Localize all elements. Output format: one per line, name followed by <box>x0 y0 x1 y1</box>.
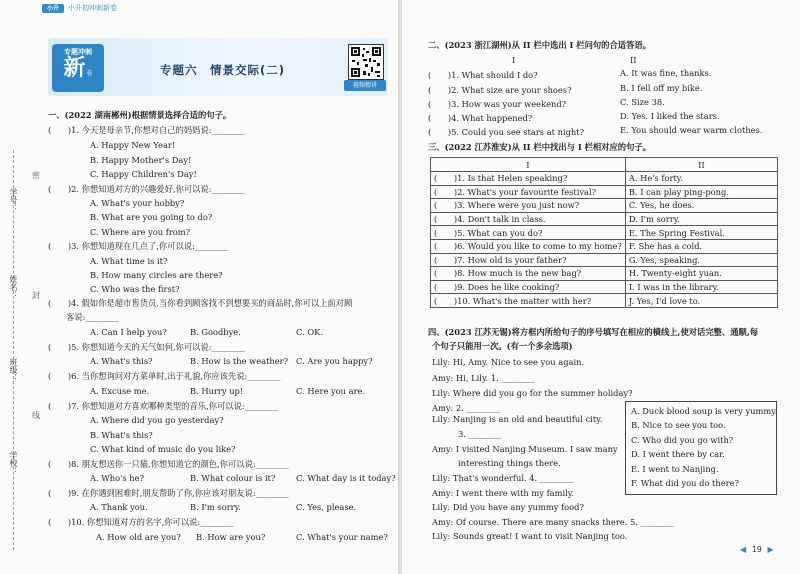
badge-small-text: 专题冲刺 <box>64 48 92 56</box>
dialogue-line: Amy: Of course. There are many snacks there. 5. ________ <box>432 517 674 527</box>
q6-option-a[interactable]: A. Excuse me. <box>90 386 150 396</box>
seal-char: 密 <box>32 171 40 180</box>
dialogue-line: Lily: Sounds great! I want to visit Nanjing too. <box>432 531 628 541</box>
qr-code-icon[interactable] <box>348 44 384 80</box>
s2-a5: E. You should wear warm clothes. <box>620 125 763 135</box>
box-option-b: B. Nice to see you too. <box>631 420 726 430</box>
q2-option-b[interactable]: B. What are you going to do? <box>90 212 213 222</box>
q1-option-a[interactable]: A. Happy New Year! <box>90 140 176 150</box>
s3-a9: I. I was in the library. <box>625 280 777 294</box>
name-label: 姓名： <box>9 275 18 299</box>
table-row <box>431 267 778 281</box>
q1-stem: ( )1. 今天是母亲节,你想对自己的妈妈说:________ <box>48 125 245 135</box>
s3-a5: E. The Spring Festival. <box>625 226 777 240</box>
s2-q3: ( )3. How was your weekend? <box>428 99 567 109</box>
s3-a2: B. I can play ping-pong. <box>625 185 777 199</box>
s3-a6: F. She has a cold. <box>625 239 777 253</box>
section3-table <box>430 157 778 308</box>
box-option-e: E. I went to Nanjing. <box>631 464 719 474</box>
s3-a8: H. Twenty-eight yuan. <box>625 267 777 281</box>
q9-option-a[interactable]: A. Thank you. <box>90 502 148 512</box>
table-row <box>431 199 778 213</box>
q10-option-c[interactable]: C. What's your name? <box>296 532 388 542</box>
q10-option-a[interactable]: A. How old are you? <box>96 532 181 542</box>
q7-stem: ( )7. 你想知道对方喜欢哪种类型的音乐,你可以说:________ <box>48 401 278 411</box>
s2-a1: A. It was fine, thanks. <box>620 68 712 78</box>
s3-q8: ( )8. How much is the new bag? <box>431 267 626 281</box>
q7-option-a[interactable]: A. Where did you go yesterday? <box>90 415 224 425</box>
table-header-row <box>431 158 778 172</box>
page-number <box>740 545 774 554</box>
q1-option-b[interactable]: B. Happy Mother's Day! <box>90 155 192 165</box>
q8-option-b[interactable]: B. What colour is it? <box>190 473 276 483</box>
q4-stem: ( )4. 假如你是超市售货员,当你看到顾客找不到想要买的商品时,你可以上前对顾 <box>48 298 353 308</box>
q7-option-b[interactable]: B. What's this? <box>90 430 153 440</box>
table-row <box>431 172 778 186</box>
section2-heading: 二、(2023 浙江湖州)从 II 栏中选出 I 栏问句的合适答语。 <box>428 40 651 50</box>
s3-a3: C. Yes, he does. <box>625 199 777 213</box>
section1-heading: 一、(2022 湖南郴州)根据情景选择合适的句子。 <box>48 110 232 120</box>
q3-option-b[interactable]: B. How many circles are there? <box>90 270 223 280</box>
section4-heading: 四、(2023 江苏无锡)将方框内所给句子的序号填写在相应的横线上,使对话完整、通顺,每 <box>428 327 759 337</box>
q9-stem: ( )9. 在你遇到困难时,朋友帮助了你,你应该对朋友说:________ <box>48 488 289 498</box>
table-row <box>431 294 778 308</box>
q8-option-a[interactable]: A. Who's he? <box>90 473 145 483</box>
page-header <box>0 0 400 14</box>
q3-stem: ( )3. 你想知道现在几点了,你可以说:________ <box>48 241 229 251</box>
s2-q4: ( )4. What happened? <box>428 113 533 123</box>
dialogue-line: interesting things there. <box>458 458 561 468</box>
s2-q1: ( )1. What should I do? <box>428 70 538 80</box>
s2-q5: ( )5. Could you see stars at night? <box>428 127 585 137</box>
q8-option-c[interactable]: C. What day is it today? <box>296 473 396 483</box>
student-id-label: 学号： <box>9 188 18 212</box>
box-option-f: F. What did you do there? <box>631 478 739 488</box>
table-row <box>431 239 778 253</box>
q5-option-c[interactable]: C. Are you happy? <box>296 356 373 366</box>
badge-sub-text: 卷 <box>86 70 93 77</box>
table-row <box>431 212 778 226</box>
section4-heading-cont: 个句子只能用一次。(有一个多余选项) <box>432 341 573 351</box>
dialogue-line: Amy: I visited Nanjing Museum. I saw many <box>432 444 618 454</box>
table-row <box>431 253 778 267</box>
q6-stem: ( )6. 当你想询问对方菜单时,出于礼貌,你应该先说:________ <box>48 371 281 381</box>
s3-q9: ( )9. Does he like cooking? <box>431 280 626 294</box>
brand-name: 小升初冲刺新卷 <box>68 4 117 12</box>
s2-a2: B. I fell off my bike. <box>620 83 703 93</box>
topic-title: 专题六 情景交际(二) <box>160 63 286 77</box>
dialogue-line: 3. ________ <box>458 429 502 439</box>
s3-q4: ( )4. Don't talk in class. <box>431 212 626 226</box>
q4-option-c[interactable]: C. OK. <box>296 327 323 337</box>
table-row <box>431 185 778 199</box>
s2-a3: C. Size 38. <box>620 97 665 107</box>
s2-a4: D. Yes. I liked the stars. <box>620 111 720 121</box>
s3-a4: D. I'm sorry. <box>625 212 777 226</box>
s3-q5: ( )5. What can you do? <box>431 226 626 240</box>
class-label: 班级： <box>9 358 18 382</box>
topic-badge <box>52 44 104 92</box>
box-option-d: D. I went there by car. <box>631 449 725 459</box>
q4-option-b[interactable]: B. Goodbye. <box>190 327 241 337</box>
s3-q1: ( )1. Is that Helen speaking? <box>431 172 626 186</box>
q5-option-a[interactable]: A. What's this? <box>90 356 153 366</box>
dialogue-line: Lily: That's wonderful. 4. ________ <box>432 473 573 483</box>
dialogue-line: Amy: I went there with my family. <box>432 488 574 498</box>
section3-heading: 三、(2022 江苏淮安)从 II 栏中找出与 I 栏相对应的句子。 <box>428 142 651 152</box>
brand-badge: 小升 <box>42 4 64 13</box>
section2-col1-label: I <box>512 55 516 65</box>
dialogue-line: Amy: 2. ________ <box>432 403 500 413</box>
section2-col2-label: II <box>630 55 637 65</box>
box-option-c: C. Who did you go with? <box>631 435 734 445</box>
dialogue-line: Lily: Did you have any yummy food? <box>432 502 584 512</box>
q6-option-c[interactable]: C. Here you are. <box>296 386 366 396</box>
table-header-col2: II <box>625 158 777 172</box>
q2-stem: ( )2. 你想知道对方的兴趣爱好,你可以说:________ <box>48 184 245 194</box>
s3-q10: ( )10. What's the matter with her? <box>431 294 626 308</box>
table-row <box>431 280 778 294</box>
dialogue-line: Lily: Hi, Amy. Nice to see you again. <box>432 357 585 367</box>
box-option-a: A. Duck blood soup is very yummy. <box>631 406 778 416</box>
qr-label: 视频精讲 <box>344 80 386 91</box>
s3-a1: A. He's forty. <box>625 172 777 186</box>
q2-option-c[interactable]: C. Where are you from? <box>90 227 191 237</box>
q7-option-c[interactable]: C. What kind of music do you like? <box>90 444 236 454</box>
dialogue-line: Lily: Where did you go for the summer holiday? <box>432 388 633 398</box>
table-row <box>431 226 778 240</box>
q3-option-c[interactable]: C. Who was the first? <box>90 284 180 294</box>
s3-q2: ( )2. What's your favourite festival? <box>431 185 626 199</box>
q5-stem: ( )5. 你想知道今天的天气如何,你可以说:________ <box>48 342 245 352</box>
s3-q6: ( )6. Would you like to come to my home? <box>431 239 626 253</box>
dialogue-line: Amy: Hi, Lily. 1. ________ <box>432 373 535 383</box>
page-number-value: 19 <box>751 545 762 554</box>
q8-stem: ( )8. 朋友想送你一只猫,你想知道它的颜色,你可以说:________ <box>48 459 289 469</box>
s3-a10: J. Yes, I'd love to. <box>625 294 777 308</box>
q10-stem: ( )10. 你想知道对方的名字,你可以说:________ <box>48 517 234 527</box>
s2-q2: ( )2. What size are your shoes? <box>428 85 572 95</box>
q6-option-b[interactable]: B. Hurry up! <box>190 386 244 396</box>
dialogue-line: Lily: Nanjing is an old and beautiful city. <box>432 414 603 424</box>
school-label: 学校： <box>9 451 18 475</box>
q4-stem-cont: 客说:________ <box>66 312 119 322</box>
q1-option-c[interactable]: C. Happy Children's Day! <box>90 169 197 179</box>
q3-option-a[interactable]: A. What time is it? <box>90 256 168 266</box>
seal-char: 线 <box>32 411 40 420</box>
q5-option-b[interactable]: B. How is the weather? <box>190 356 289 366</box>
s3-q7: ( )7. How old is your father? <box>431 253 626 267</box>
prev-page-icon[interactable]: ◀ <box>740 545 747 554</box>
s3-q3: ( )3. Where were you just now? <box>431 199 626 213</box>
q2-option-a[interactable]: A. What's your hobby? <box>90 198 185 208</box>
seal-char: 封 <box>32 291 40 300</box>
table-header-col1: I <box>431 158 626 172</box>
q9-option-c[interactable]: C. Yes, please. <box>296 502 357 512</box>
badge-big-text: 新 <box>63 56 86 81</box>
q9-option-b[interactable]: B. I'm sorry. <box>190 502 241 512</box>
q4-option-a[interactable]: A. Can I help you? <box>90 327 167 337</box>
option-box <box>625 401 777 495</box>
s3-a7: G. Yes, speaking. <box>625 253 777 267</box>
q10-option-b[interactable]: B. How are you? <box>196 532 266 542</box>
next-page-icon[interactable]: ▶ <box>767 545 774 554</box>
